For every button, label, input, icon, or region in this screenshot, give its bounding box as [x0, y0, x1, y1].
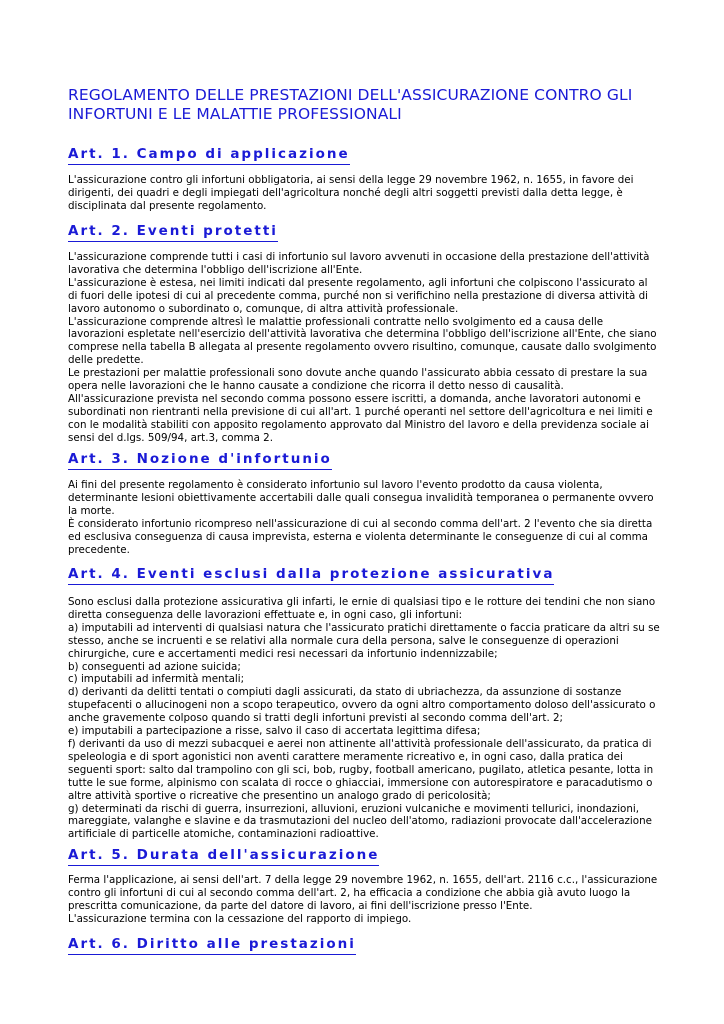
- article-4-text: Sono esclusi dalla protezione assicurativa gli infarti, le ernie di qualsiasi tipo e le rotture dei tendini che non siano diretta conseguenza delle lavorazioni effettuate e, in ogni caso, gli infortuni: a) imputabili ad interventi di qualsiasi natura che l'assicurato pratichi direttamente o faccia praticare da altri su se stesso, anche se incruenti e se relativi alla normale cura della persona, salve le conseguenze di operazioni chirurgiche, cure e accertamenti medici resi necessari da infortunio indennizzabile; b) conseguenti ad azione suicida; c) imputabili ad infermità mentali; d) derivanti da delitti tentati o compiuti dagli assicurati, da stato di ubriachezza, da assunzione di sostanze stupefacenti o allucinogeni non a scopo terapeutico, ovvero da ogni altro comportamento doloso dell'assicurato o anche gravemente colposo quando si tratti degli infortuni previsti al secondo comma dell'art. 2; e) imputabili a partecipazione a risse, salvo il caso di accertata legittima difesa; f) derivanti da uso di mezzi subacquei e aerei non attinente all'attività professionale dell'assicurato, da pratica di speleologia e di sport agonistici non aventi carattere meramente ricreativo e, in ogni caso, dalla pratica dei seguenti sport: salto dal trampolino con gli sci, bob, rugby, football americano, pugilato, atletica pesante, lotta in tutte le sue forme, alpinismo con scalata di rocce o ghiacciai, immersione con autorespiratore e paracadutismo o altre attività sportive o ricreative che presentino un analogo grado di pericolosità; g) determinati da rischi di guerra, insurrezioni, alluvioni, eruzioni vulcaniche e movimenti tellurici, inondazioni, mareggiate, valanghe e slavine e da trasmutazioni del nucleo dell'atomo, radiazioni provocate dall'accelerazione artificiale di particelle atomiche, contaminazioni radioattive.: [68, 596, 660, 841]
- article-2-heading: Art. 2. Eventi protetti: [68, 223, 278, 242]
- article-5-text: Ferma l'applicazione, ai sensi dell'art. 7 della legge 29 novembre 1962, n. 1655, dell'art. 2116 c.c., l'assicurazione contro gli infortuni di cui al secondo comma dell'art. 2, ha efficacia a condizione che abbia già avuto luogo la prescritta comunicazione, da parte del datore di lavoro, ai fini dell'iscrizione presso l'Ente. L'assicurazione termina con la cessazione del rapporto di impiego.: [68, 874, 658, 925]
- article-4-heading: Art. 4. Eventi esclusi dalla protezione assicurativa: [68, 566, 554, 585]
- article-1-heading: Art. 1. Campo di applicazione: [68, 146, 350, 165]
- article-2-text: L'assicurazione comprende tutti i casi di infortunio sul lavoro avvenuti in occasione della prestazione dell'attività lavorativa che determina l'obbligo dell'iscrizione all'Ente. L'assicurazione è estesa, nei limiti indicati dal presente regolamento, agli infortuni che colpiscono l'assicurato al di fuori delle ipotesi di cui al precedente comma, purché non si verifichino nella prestazione di diversa attività di lavoro autonomo o subordinato o, comunque, di altra attività professionale. L'assicurazione comprende altresì le malattie professionali contratte nello svolgimento ed a causa delle lavorazioni espletate nell'esercizio dell'attività lavorativa che determina l'obbligo dell'iscrizione all'Ente, che siano comprese nella tabella B allegata al presente regolamento ovvero risultino, comunque, causate dallo svolgimento delle predette. Le prestazioni per malattie professionali sono dovute anche quando l'assicurato abbia cessato di prestare la sua opera nelle lavorazioni che le hanno causate a condizione che ricorra il detto nesso di causalità. All'assicurazione prevista nel secondo comma possono essere iscritti, a domanda, anche lavoratori autonomi e subordinati non rientranti nella previsione di cui all'art. 1 purché operanti nel settore dell'agricoltura e nei limiti e con le modalità stabiliti con apposito regolamento approvato dal Ministro del lavoro e della previdenza sociale ai sensi del d.lgs. 509/94, art.3, comma 2.: [68, 251, 657, 444]
- article-5-heading: Art. 5. Durata dell'assicurazione: [68, 847, 379, 866]
- article-1-text: L'assicurazione contro gli infortuni obbligatoria, ai sensi della legge 29 novembre 1962, n. 1655, in favore dei dirigenti, dei quadri e degli impiegati dell'agricoltura nonché degli altri soggetti previsti dalla detta legge, è disciplinata dal presente regolamento.: [68, 174, 634, 212]
- document-title: REGOLAMENTO DELLE PRESTAZIONI DELL'ASSICURAZIONE CONTRO GLI INFORTUNI E LE MALATTIE PROFESSIONALI: [68, 86, 633, 123]
- article-3-text: Ai fini del presente regolamento è considerato infortunio sul lavoro l'evento prodotto da causa violenta, determinante lesioni obiettivamente accertabili dalle quali consegua invalidità temporanea o permanente ovvero la morte. È considerato infortunio ricompreso nell'assicurazione di cui al secondo comma dell'art. 2 l'evento che sia diretta ed esclusiva conseguenza di causa imprevista, esterna e violenta determinante le conseguenze di cui al comma precedente.: [68, 479, 654, 556]
- article-3-heading: Art. 3. Nozione d'infortunio: [68, 451, 332, 470]
- article-6-heading: Art. 6. Diritto alle prestazioni: [68, 936, 356, 955]
